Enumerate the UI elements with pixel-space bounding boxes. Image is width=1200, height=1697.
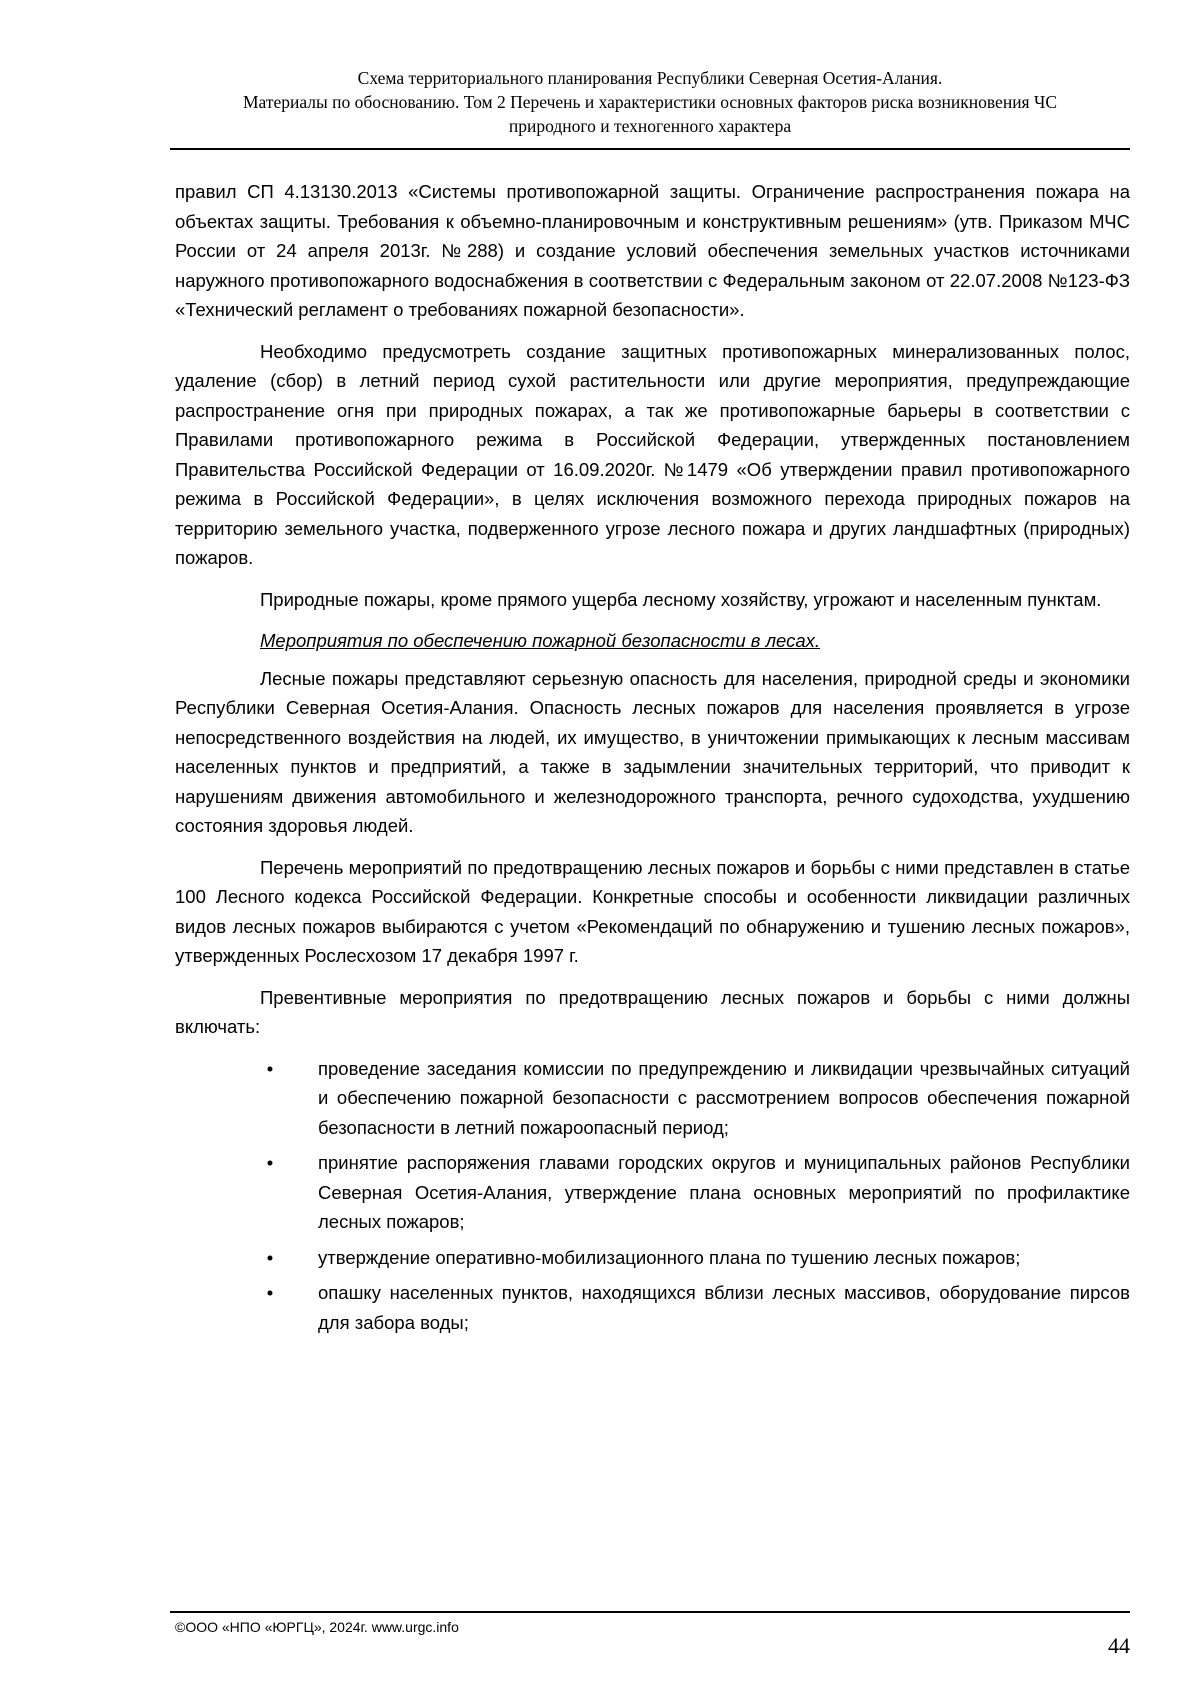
list-item-text: принятие распоряжения главами городских округов и муниципальных районов Республики Северная Осетия-Алания, утверждение плана основных мероприятий по профилактике лесных пожаров; <box>318 1152 1130 1232</box>
paragraph-forest-fire-danger: Лесные пожары представляют серьезную опасность для населения, природной среды и экономики Республики Северная Осетия-Алания. Опасность лесных пожаров для населения проявляется в угрозе непосредственного воздействия на людей, их имущество, в уничтожении примыкающих к лесным массивам населенных пунктов и предприятий, а также в задымлении значительных территорий, что приводит к нарушениям движения автомобильного и железнодорожного транспорта, речного судоходства, ухудшению состояния здоровья людей. <box>175 667 1130 836</box>
paragraph-firebreaks: Необходимо предусмотреть создание защитных противопожарных минерализованных полос, удаление (сбор) в летний период сухой растительности или другие мероприятия, предупреждающие распространение огня при природных пожарах, а так же противопожарные барьеры в соответствии с Правилами противопожарного режима в Российской Федерации, утвержденных постановлением Правительства Российской Федерации от 16.09.2020г. №1479 «Об утверждении правил противопожарного режима в Российской Федерации», в целях исключения возможного перехода природных пожаров на территорию земельного участка, подверженного угрозе лесного пожара и других ландшафтных (природных) пожаров. <box>175 340 1130 568</box>
footer-copyright: ©ООО «НПО «ЮРГЦ», 2024г. www.urgc.info <box>175 1619 459 1635</box>
measures-list <box>175 1054 1130 1338</box>
paragraph-preventive-measures: Превентивные мероприятия по предотвращению лесных пожаров и борьбы с ними должны включать: <box>175 986 1130 1037</box>
bullet-icon: • <box>266 1057 274 1079</box>
paragraph-fire-regulations: правил СП 4.13130.2013 «Системы противопожарной защиты. Ограничение распространения пожара на объектах защиты. Требования к объемно-планировочным и конструктивным решениям» (утв. Приказом МЧС России от 24 апреля 2013г. №288) и создание условий обеспечения земельных участков источниками наружного противопожарного водоснабжения в соответствии с Федеральным законом от 22.07.2008 №123-ФЗ «Технический регламент о требованиях пожарной безопасности». <box>175 181 1130 320</box>
bullet-icon: • <box>266 1152 274 1173</box>
section-subheading: Мероприятия по обеспечению пожарной безопасности в лесах. <box>260 630 821 651</box>
page-number: 44 <box>1108 1633 1130 1658</box>
paragraph-natural-fires: Природные пожары, кроме прямого ущерба лесному хозяйству, угрожают и населенным пунктам. <box>260 588 1102 610</box>
list-item <box>175 1148 1130 1237</box>
header-title-line-2: Материалы по обоснованию. Том 2 Перечень и характеристики основных факторов риска возникновения ЧС <box>242 92 1058 112</box>
list-item-text: утверждение оперативно-мобилизационного плана по тушению лесных пожаров; <box>318 1246 1021 1268</box>
header-title-line-1: Схема территориального планирования Республики Северная Осетия-Алания. <box>357 68 943 88</box>
bullet-icon: • <box>266 1246 274 1268</box>
list-item <box>175 1243 1130 1273</box>
bullet-icon: • <box>266 1282 274 1303</box>
list-item <box>175 1054 1130 1143</box>
header-divider <box>170 148 1130 150</box>
page-content <box>175 177 1130 1343</box>
list-item-text: проведение заседания комиссии по предупреждению и ликвидации чрезвычайных ситуаций и обеспечению пожарной безопасности с рассмотрением вопросов обеспечения пожарной безопасности в летний пожароопасный период; <box>318 1057 1130 1138</box>
list-item-text: опашку населенных пунктов, находящихся вблизи лесных массивов, оборудование пирсов для забора воды; <box>318 1282 1130 1333</box>
list-item <box>175 1278 1130 1337</box>
footer-divider <box>170 1611 1130 1613</box>
paragraph-forest-code: Перечень мероприятий по предотвращению лесных пожаров и борьбы с ними представлен в статье 100 Лесного кодекса Российской Федерации. Конкретные способы и особенности ликвидации различных видов лесных пожаров выбираются с учетом «Рекомендаций по обнаружению и тушению лесных пожаров», утвержденных Рослесхозом 17 декабря 1997 г. <box>175 856 1130 966</box>
page-header <box>170 66 1130 138</box>
header-title-line-3: природного и техногенного характера <box>508 116 792 136</box>
